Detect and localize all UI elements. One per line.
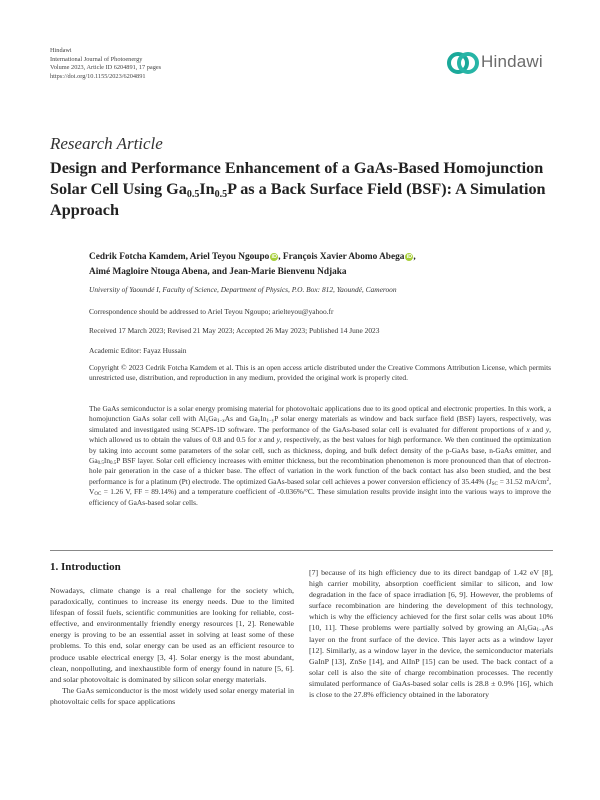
correspondence: Correspondence should be addressed to Ariel Teyou Ngoupo; arielteyou@yahoo.fr (89, 307, 334, 316)
orcid-icon[interactable]: iD (406, 254, 413, 260)
right-column (309, 567, 553, 700)
academic-editor: Academic Editor: Fayaz Hussain (89, 346, 187, 355)
article-title: Design and Performance Enhancement of a GaAs-Based Homojunction Solar Cell Using $Ga_{0.5}In_{0.5}P$ as a Back Surface Field (BSF): A Simulation Approach (50, 159, 546, 219)
section-heading-introduction: 1. Introduction (50, 561, 121, 573)
orcid-icon[interactable]: iD (271, 254, 278, 260)
left-column (50, 585, 294, 707)
journal-name: International Journal of Photoenergy (50, 55, 143, 63)
hindawi-logo-text: Hindawi (481, 52, 543, 71)
abstract: The GaAs semiconductor is a solar energy promising material for photovoltaic applications due to its good optical and electronic properties. In this work, a homojunction GaAs solar cell with $Al_xGa_{1-x}As$ and $Ga_yIn_{1-y}P$ solar energy materials as window and back surface field (BSF) layers, respectively, was simulated and investigated using SCAPS-1D software. The performance of the GaAs-based solar cell is evaluated for different proportions of x and y, which allowed us to obtain the values of 0.8 and 0.5 for x and y, respectively, as the best values for high performance. We then continued the optimization by taking into account some parameters of the solar cell, such as thickness, doping, and bulk defect density of the p-GaAs base, n-GaAs emitter, and $Ga_{0.5}In_{0.5}P$ BSF layer. Solar cell efficiency increases with emitter thickness, but the recombination phenomenon is more pronounced than that of electron-hole pair generation in the case of a thicker base. The effect of variation in the work function of the back contact has also been studied, and the best performance is for a platinum (Pt) electrode. The optimized GaAs-based solar cell achieves a power conversion efficiency of 35.44% ($J_{SC} = 31.52$ $mA/cm^2$, $V_{OC} = 1.26$ V, FF = 89.14%) and a temperature coefficient of -0.036%/°C. These simulation results provide insight into the various ways to improve the efficiency of GaAs-based solar cells. (89, 404, 552, 507)
intro-paragraph-3: [7] because of its high efficiency due to its direct bandgap of 1.42 eV [8], high carrier mobility, absorption coefficient similar to silicon, and low degradation in the face of space irradiation [6, 9]. However, the problems of surface recombination are hindering the development of this technology, which is why the efficiency achieved for the first solar cells was about 10% [10, 11]. These problems were partially solved by growing an $Al_xGa_{1-x}As$ layer on the front surface of the device. This layer acts as a window layer [12]. Similarly, as a window layer in the device, the semiconductor materials GaInP [13], ZnSe [14], and AlInP [15] can be used. The back contact of a solar cell is also the site of charge recombination processes. The recently simulated performance of GaAs-based solar cells is 28.8 ± 0.9% [16], which is close to the 27.8% efficiency obtained in the laboratory (309, 568, 553, 700)
section-divider (50, 550, 553, 551)
affiliation: University of Yaoundé I, Faculty of Science, Department of Physics, P.O. Box: 812, Yaoundé, Cameroon (89, 285, 397, 294)
doi-link[interactable]: https://doi.org/10.1155/2023/6204891 (50, 72, 146, 80)
volume-info: Volume 2023, Article ID 6204891, 17 pages (50, 64, 162, 72)
author-list: Cedrik Fotcha Kamdem, Ariel Teyou Ngoupo iD, François Xavier Abomo Abega iD, Aimé Magloire Ntouga Abena, and Jean-Marie Bienvenu Ndjaka (89, 252, 416, 277)
intro-paragraph-1: Nowadays, climate change is a real challenge for the society which, paradoxically, continues to increase its energy needs. Due to the limited lifespan of fossil fuels, scientific communities are looking for reliable, cost-effective, and environmentally friendly energy resources [1, 2]. Renewable energy is proving to be an essential asset in solving at least some of these problems. To this end, solar energy can be used as an efficient resource to produce usable electrical energy [3, 4]. Solar energy is the most abundant, clean, nonpolluting, and inexhaustible form of energy found in nature [5, 6]. and solar photovoltaic is dominated by silicon solar energy materials. (50, 586, 294, 684)
copyright-notice: Copyright © 2023 Cedrik Fotcha Kamdem et al. This is an open access article distributed under the Creative Commons Attribution License, which permits unrestricted use, distribution, and reproduction in any medium, provided the original work is properly cited. (89, 363, 551, 383)
article-type: Research Article (50, 134, 163, 153)
article-dates: Received 17 March 2023; Revised 21 May 2023; Accepted 26 May 2023; Published 14 June 2023 (89, 326, 380, 335)
publisher-name: Hindawi (50, 47, 72, 54)
journal-meta (50, 47, 161, 81)
intro-paragraph-2: The GaAs semiconductor is the most widely used solar energy material in photovoltaic cells for space applications (50, 685, 294, 706)
